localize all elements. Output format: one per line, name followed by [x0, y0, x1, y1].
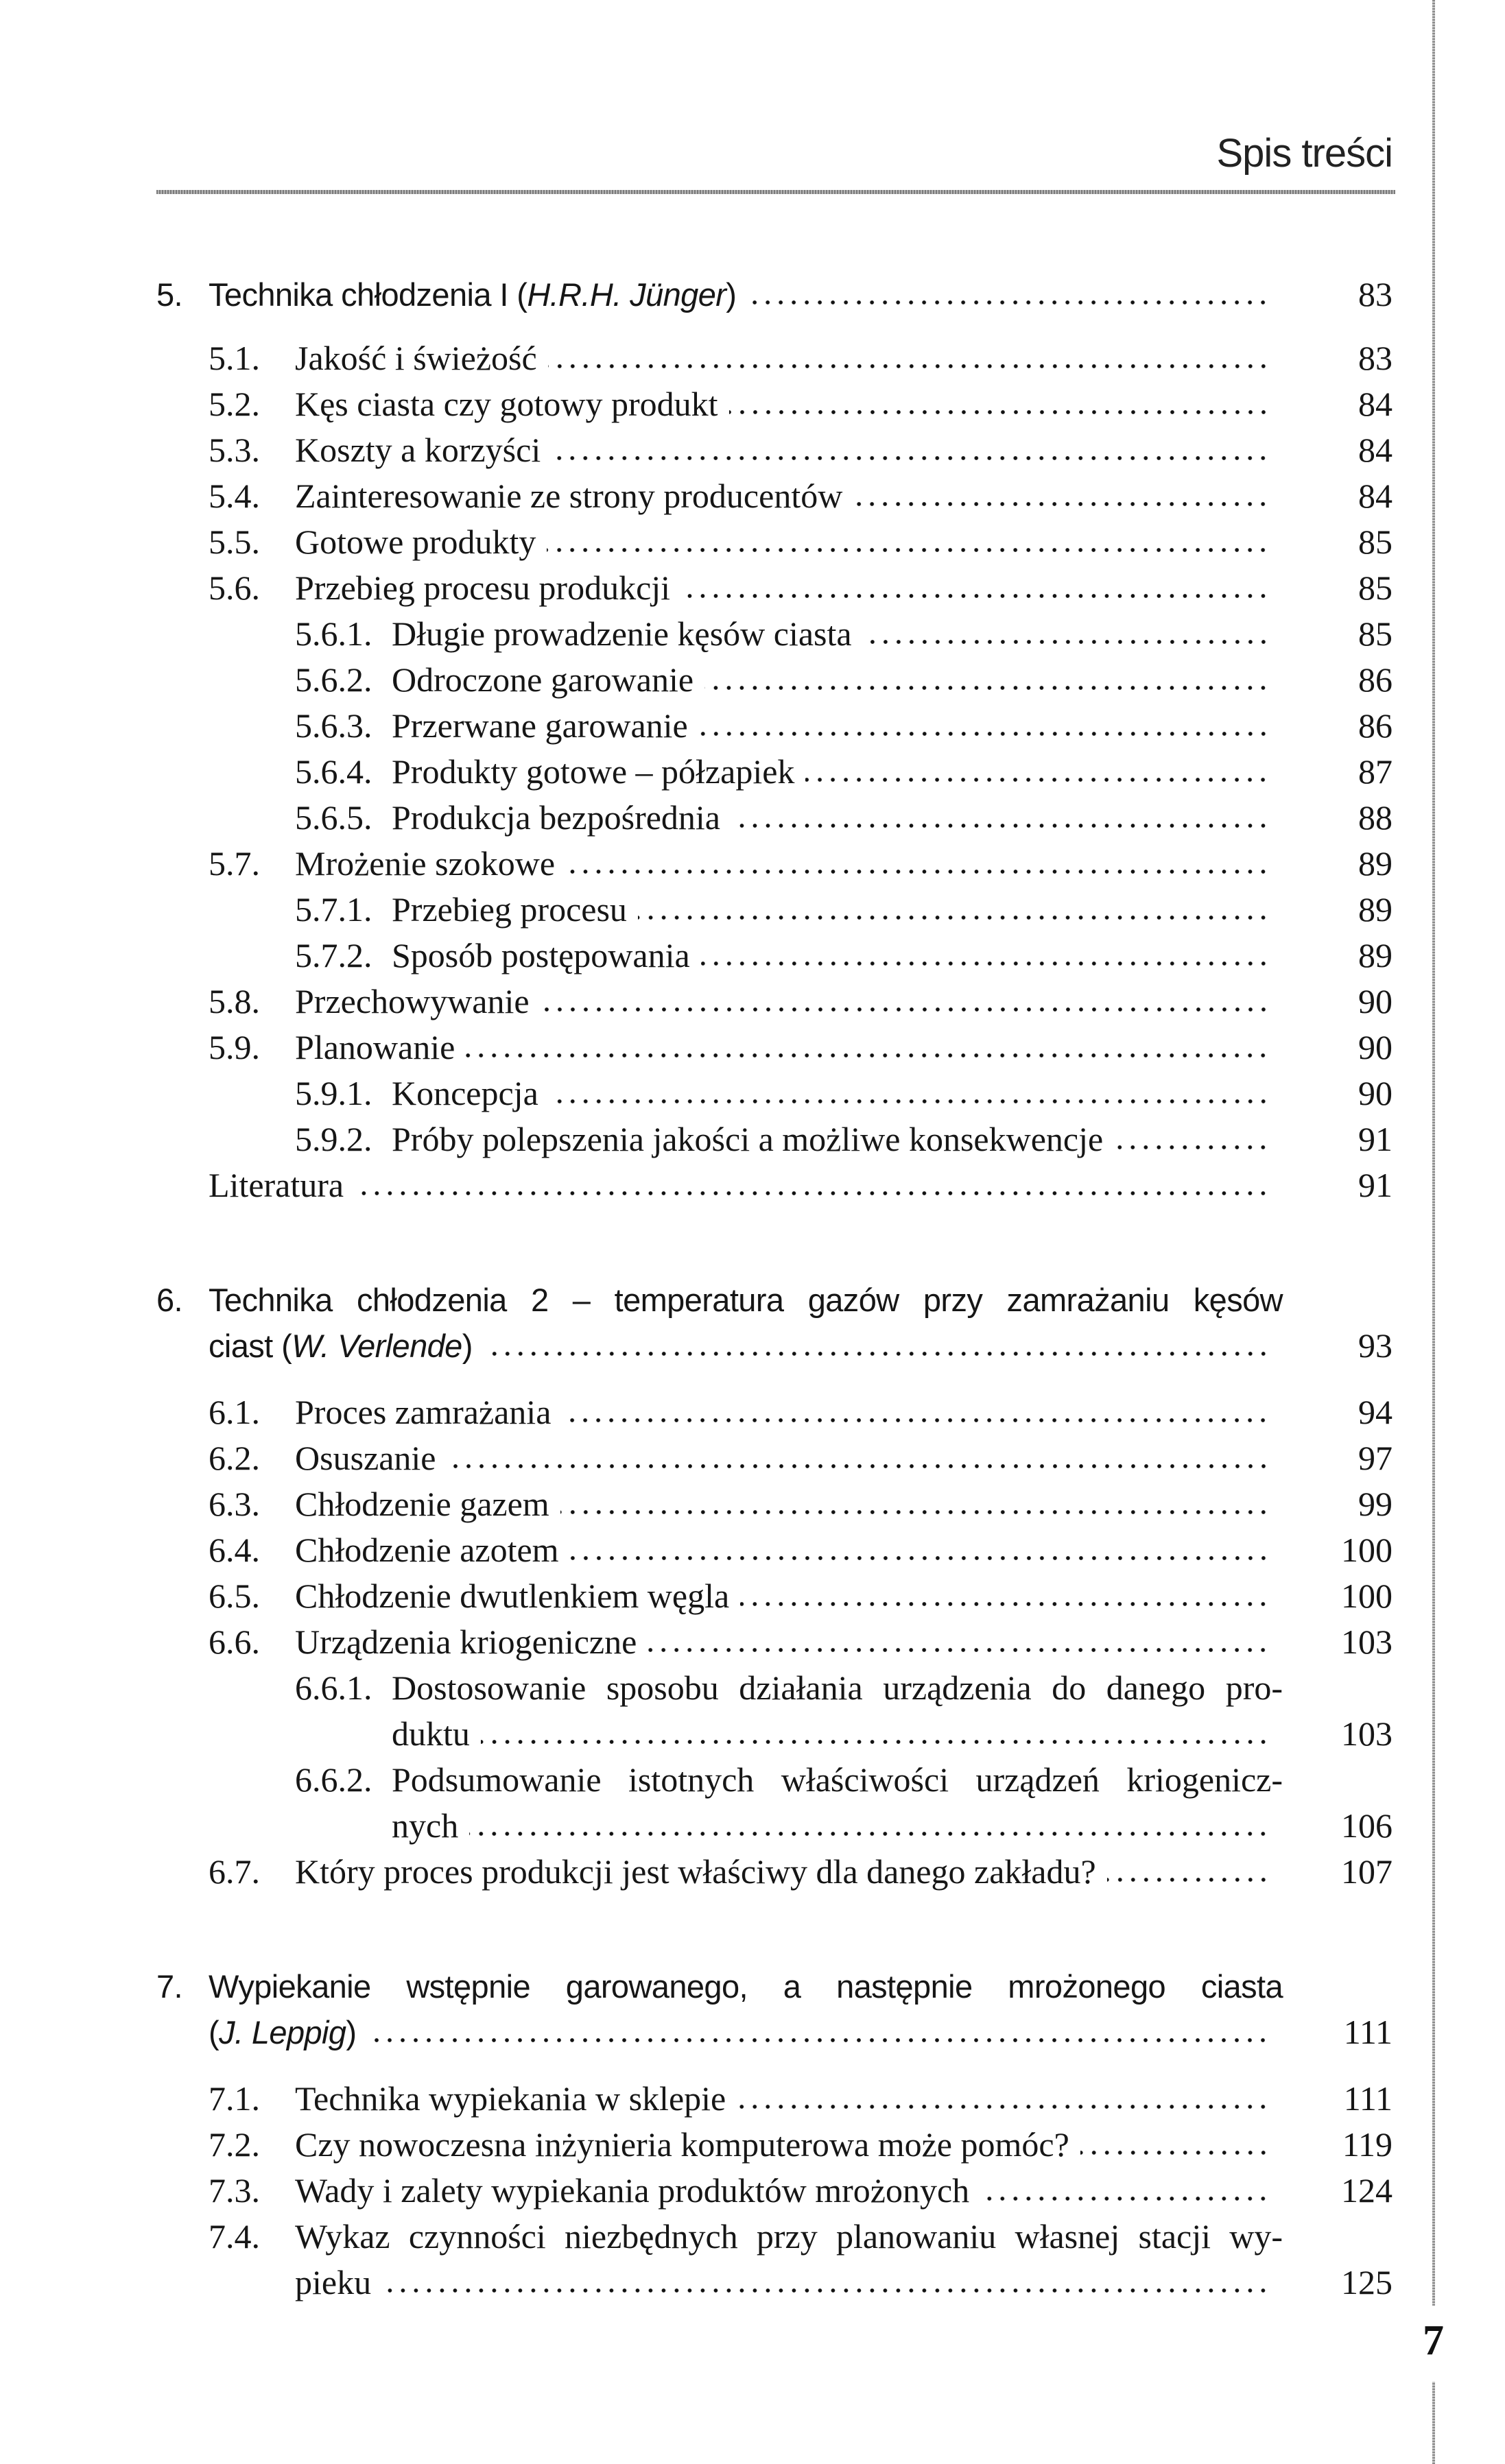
toc-entry [156, 473, 1393, 519]
section-number: 5.6.3. [295, 706, 372, 745]
dot-leader [549, 1090, 1270, 1105]
section-title: Zainteresowanie ze strony producentów [295, 477, 843, 515]
section-number: 5.9. [209, 1028, 260, 1066]
section-page-number: 85 [1358, 523, 1393, 561]
section-number: 6.1. [209, 1393, 260, 1431]
section-title: Jakość i świeżość [295, 339, 537, 377]
dot-leader [681, 584, 1270, 599]
section-number: 6.6.1. [295, 1668, 372, 1707]
chapter-title-text: Technika chłodzenia I ( [209, 276, 528, 313]
section-page-number: 89 [1358, 844, 1393, 883]
section-number: 6.7. [209, 1852, 260, 1891]
chapter-title-text: ( [209, 2014, 220, 2050]
section-title: Osuszanie [295, 1439, 436, 1477]
section-page-number: 124 [1341, 2171, 1393, 2210]
section-number: 5.7.1. [295, 890, 372, 929]
section-number: 7.3. [209, 2171, 260, 2210]
page-edge-line [1432, 2382, 1435, 2464]
section-title: Dostosowanie sposobu działania urządzenia do danego pro- [392, 1668, 1283, 1707]
toc-entry [156, 1481, 1393, 1527]
chapter-author: H.R.H. Jünger [527, 276, 726, 313]
bibliography-entry [156, 1162, 1393, 1208]
chapter-heading-line [156, 1963, 1393, 2009]
section-page-number: 84 [1358, 477, 1393, 515]
section-page-number: 100 [1341, 1577, 1393, 1615]
toc-entry [156, 1849, 1393, 1895]
toc-entry [156, 335, 1393, 381]
section-page-number: 94 [1358, 1393, 1393, 1431]
toc-entry [156, 749, 1393, 795]
dot-leader [648, 1638, 1270, 1653]
dot-leader [747, 291, 1270, 306]
section-page-number: 119 [1342, 2125, 1393, 2164]
section-title: Odroczone garowanie [392, 660, 694, 699]
toc-entry [156, 1665, 1393, 1711]
section-number: 5.6.4. [295, 752, 372, 791]
chapter-title-suffix: ) [726, 276, 737, 313]
section-title: nych [392, 1806, 459, 1845]
section-title: Kęs ciasta czy gotowy produkt [295, 385, 718, 423]
dot-leader [570, 1546, 1270, 1562]
section-title: pieku [295, 2263, 372, 2301]
section-page-number: 86 [1358, 706, 1393, 745]
section-title: Koszty a korzyści [295, 431, 541, 469]
chapter-number: 7. [156, 1968, 182, 2005]
chapter-page-number: 111 [1343, 2013, 1393, 2051]
section-title: Sposób postępowania [392, 936, 690, 974]
chapter-title [209, 272, 736, 318]
section-title: Wykaz czynności niezbędnych przy planowaniu własnej stacji wy- [295, 2217, 1283, 2256]
toc-entry [156, 657, 1393, 703]
dot-leader [355, 1182, 1270, 1197]
section-number: 5.4. [209, 477, 260, 515]
toc-entry [156, 2168, 1393, 2214]
section-title: Przechowywanie [295, 982, 530, 1020]
section-title: Wady i zalety wypiekania produktów mrożonych [295, 2171, 970, 2210]
section-page-number: 89 [1358, 936, 1393, 974]
dot-leader [548, 355, 1270, 370]
running-head-title: Spis treści [1216, 131, 1393, 176]
section-page-number: 97 [1358, 1439, 1393, 1477]
section-page-number: 85 [1358, 614, 1393, 653]
dot-leader [1107, 1868, 1270, 1883]
section-number: 6.6. [209, 1623, 260, 1661]
section-title: duktu [392, 1714, 470, 1753]
section-title: Technika wypiekania w sklepie [295, 2079, 726, 2118]
chapter-title [209, 1963, 1283, 2009]
section-title: Przebieg procesu produkcji [295, 569, 671, 607]
dot-leader [638, 906, 1270, 921]
section-page-number: 91 [1358, 1166, 1393, 1204]
toc-entry [156, 519, 1393, 565]
section-page-number: 91 [1358, 1120, 1393, 1158]
section-title: Produkcja bezpośrednia [392, 798, 721, 837]
section-page-number: 99 [1358, 1485, 1393, 1523]
chapter-title [209, 2009, 356, 2055]
section-page-number: 100 [1341, 1531, 1393, 1569]
section-number: 6.5. [209, 1577, 260, 1615]
toc-entry [156, 1435, 1393, 1481]
section-page-number: 84 [1358, 431, 1393, 469]
section-title: Gotowe produkty [295, 523, 536, 561]
page-edge-line [1432, 0, 1435, 2306]
section-number: 7.2. [209, 2125, 260, 2164]
dot-leader [481, 1730, 1270, 1745]
section-page-number: 89 [1358, 890, 1393, 929]
chapter-title-text: Technika chłodzenia 2 – temperatura gazów przy zamrażaniu kęsów [209, 1282, 1283, 1318]
toc-entry [156, 887, 1393, 933]
chapter-heading-line [156, 1323, 1393, 1369]
chapter-title-text: ciast ( [209, 1328, 292, 1364]
chapter-title-text: Wypiekanie wstępnie garowanego, a następnie mrożonego ciasta [209, 1968, 1283, 2005]
section-page-number: 103 [1341, 1714, 1393, 1753]
section-page-number: 111 [1343, 2079, 1393, 2118]
toc-entry [156, 1711, 1393, 1757]
section-page-number: 107 [1341, 1852, 1393, 1891]
chapter-title [209, 1323, 473, 1369]
dot-leader [552, 446, 1270, 462]
section-number: 5.6.5. [295, 798, 372, 837]
toc-entry [156, 841, 1393, 887]
section-number: 5.3. [209, 431, 260, 469]
section-title: Podsumowanie istotnych właściwości urządzeń kriogenicz- [392, 1760, 1283, 1799]
section-title: Chłodzenie azotem [295, 1531, 559, 1569]
section-number: 5.6.1. [295, 614, 372, 653]
dot-leader [731, 814, 1270, 829]
section-title: Produkty gotowe – półzapiek [392, 752, 795, 791]
chapter-title [209, 1277, 1283, 1323]
section-title: Literatura [209, 1166, 344, 1204]
dot-leader [737, 2095, 1270, 2110]
section-page-number: 106 [1341, 1806, 1393, 1845]
section-page-number: 90 [1358, 1074, 1393, 1112]
dot-leader [562, 1409, 1270, 1424]
toc-entry [156, 703, 1393, 749]
section-number: 5.1. [209, 339, 260, 377]
dot-leader [484, 1342, 1270, 1357]
section-title: Planowanie [295, 1028, 455, 1066]
chapter-page-number: 83 [1358, 275, 1393, 313]
dot-leader [466, 1044, 1270, 1059]
toc-entry [156, 381, 1393, 427]
section-number: 5.6.2. [295, 660, 372, 699]
section-page-number: 88 [1358, 798, 1393, 837]
section-number: 7.4. [209, 2217, 260, 2256]
section-title: Mrożenie szokowe [295, 844, 556, 883]
chapter-title-suffix: ) [346, 2014, 357, 2050]
section-page-number: 86 [1358, 660, 1393, 699]
dot-leader [1080, 2141, 1270, 2156]
toc-entry [156, 1573, 1393, 1619]
dot-leader [853, 492, 1270, 507]
toc-entry [156, 2260, 1393, 2306]
section-page-number: 103 [1341, 1623, 1393, 1661]
section-number: 5.9.2. [295, 1120, 372, 1158]
toc-entry [156, 979, 1393, 1025]
section-title: Próby polepszenia jakości a możliwe konsekwencje [392, 1120, 1104, 1158]
page-number: 7 [1423, 2317, 1444, 2364]
section-number: 6.6.2. [295, 1760, 372, 1799]
section-page-number: 85 [1358, 569, 1393, 607]
dot-leader [1114, 1136, 1270, 1151]
dot-leader [367, 2029, 1270, 2044]
dot-leader [447, 1455, 1270, 1470]
toc-entry [156, 2122, 1393, 2168]
section-title: Czy nowoczesna inżynieria komputerowa może pomóc? [295, 2125, 1069, 2164]
section-number: 5.7.2. [295, 936, 372, 974]
dot-leader [729, 400, 1270, 416]
dot-leader [547, 538, 1270, 553]
dot-leader [469, 1822, 1270, 1837]
toc-entry [156, 795, 1393, 841]
dot-leader [566, 860, 1270, 875]
section-number: 5.7. [209, 844, 260, 883]
section-title: Urządzenia kriogeniczne [295, 1623, 637, 1661]
toc-entry [156, 2076, 1393, 2122]
section-title: Przebieg procesu [392, 890, 627, 929]
dot-leader [560, 1500, 1270, 1516]
section-number: 6.4. [209, 1531, 260, 1569]
section-page-number: 84 [1358, 385, 1393, 423]
dot-leader [704, 676, 1270, 691]
toc-entry [156, 933, 1393, 979]
toc-entry [156, 1389, 1393, 1435]
toc-entry [156, 2214, 1393, 2260]
header-rule [156, 190, 1395, 194]
section-number: 5.9.1. [295, 1074, 372, 1112]
section-page-number: 87 [1358, 752, 1393, 791]
section-title: Chłodzenie gazem [295, 1485, 549, 1523]
chapter-author: J. Leppig [219, 2014, 346, 2050]
chapter-page-number: 93 [1358, 1326, 1393, 1365]
chapter-number: 5. [156, 276, 182, 313]
section-number: 6.2. [209, 1439, 260, 1477]
dot-leader [541, 998, 1270, 1013]
toc-entry [156, 1757, 1393, 1803]
section-number: 5.8. [209, 982, 260, 1020]
toc-entry [156, 427, 1393, 473]
section-number: 5.5. [209, 523, 260, 561]
section-title: Proces zamrażania [295, 1393, 552, 1431]
dot-leader [805, 768, 1270, 783]
section-number: 5.2. [209, 385, 260, 423]
chapter-author: W. Verlende [292, 1328, 462, 1364]
section-number: 6.3. [209, 1485, 260, 1523]
section-title: Długie prowadzenie kęsów ciasta [392, 614, 852, 653]
toc-entry [156, 1070, 1393, 1116]
section-page-number: 90 [1358, 982, 1393, 1020]
dot-leader [382, 2279, 1270, 2294]
chapter-title-suffix: ) [462, 1328, 473, 1364]
chapter-heading-line [156, 2009, 1393, 2055]
toc-entry [156, 1803, 1393, 1849]
toc-entry [156, 1619, 1393, 1665]
dot-leader [863, 630, 1270, 645]
section-number: 5.6. [209, 569, 260, 607]
toc-entry [156, 611, 1393, 657]
dot-leader [740, 1592, 1270, 1607]
toc-entry [156, 1116, 1393, 1162]
toc-entry [156, 1527, 1393, 1573]
table-of-contents [156, 272, 1393, 2306]
dot-leader [980, 2187, 1270, 2202]
dot-leader [701, 952, 1270, 967]
chapter-heading-line [156, 272, 1393, 318]
chapter-number: 6. [156, 1282, 182, 1318]
toc-entry [156, 565, 1393, 611]
section-title: Przerwane garowanie [392, 706, 688, 745]
toc-entry [156, 1025, 1393, 1070]
section-page-number: 90 [1358, 1028, 1393, 1066]
section-title: Który proces produkcji jest właściwy dla danego zakładu? [295, 1852, 1096, 1891]
section-page-number: 83 [1358, 339, 1393, 377]
section-title: Chłodzenie dwutlenkiem węgla [295, 1577, 730, 1615]
chapter-heading-line [156, 1277, 1393, 1323]
section-title: Koncepcja [392, 1074, 538, 1112]
section-number: 7.1. [209, 2079, 260, 2118]
section-page-number: 125 [1341, 2263, 1393, 2301]
dot-leader [699, 722, 1270, 737]
